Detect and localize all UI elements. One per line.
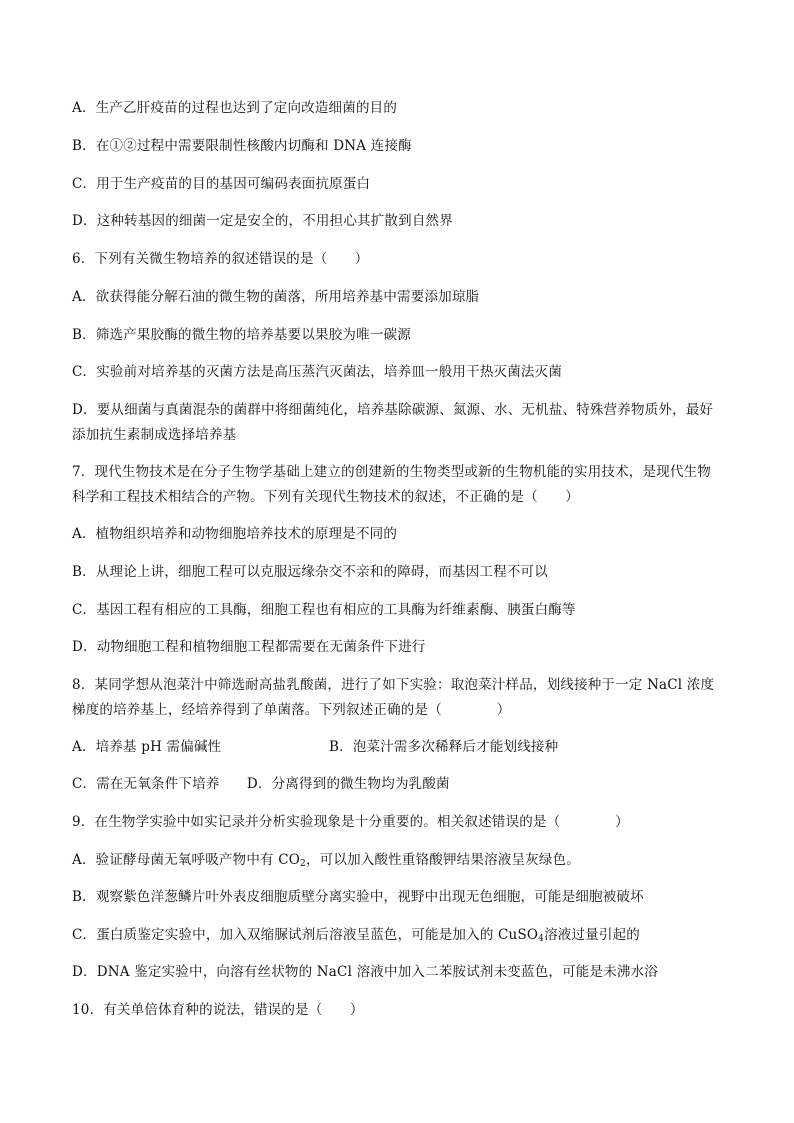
option-line xyxy=(72,925,640,949)
question-8-stem-continued: 梯度的培养基上，经培养得到了单菌落。下列叙述正确的是（ ） xyxy=(72,702,511,718)
option-b: B．泡菜汁需多次稀释后才能划线接种 xyxy=(329,739,559,755)
option-line-continued: 添加抗生素制成选择培养基 xyxy=(72,427,237,443)
option-line: A．欲获得能分解石油的微生物的菌落，所用培养基中需要添加琼脂 xyxy=(72,289,480,305)
option-row: C．需在无氧条件下培养 D．分离得到的微生物均为乳酸菌 xyxy=(72,776,450,792)
question-9-stem: 9．在生物学实验中如实记录并分析实验现象是十分重要的。相关叙述错误的是（ ） xyxy=(72,814,629,830)
question-7-stem-continued: 科学和工程技术相结合的产物。下列有关现代生物技术的叙述，不正确的是（ ） xyxy=(72,489,579,505)
option-line: D．DNA 鉴定实验中，向溶有丝状物的 NaCl 溶液中加入二苯胺试剂未变蓝色，可能是未沸水浴 xyxy=(72,964,658,980)
option-line: C．用于生产疫苗的目的基因可编码表面抗原蛋白 xyxy=(72,176,371,192)
option-line: A．植物组织培养和动物细胞培养技术的原理是不同的 xyxy=(72,526,398,542)
option-line: B．观察紫色洋葱鳞片叶外表皮细胞质壁分离实验中，视野中出现无色细胞，可能是细胞被破坏 xyxy=(72,889,644,905)
option-line: A．生产乙肝疫苗的过程也达到了定向改造细菌的目的 xyxy=(72,100,398,116)
question-8-stem: 8．某同学想从泡菜汁中筛选耐高盐乳酸菌，进行了如下实验：取泡菜汁样品，划线接种于一定 NaCl 浓度 xyxy=(72,677,715,693)
subscript: 4 xyxy=(538,934,545,944)
subscript: 2 xyxy=(300,859,306,869)
option-line: B．从理论上讲，细胞工程可以克服远缘杂交不亲和的障碍，而基因工程不可以 xyxy=(72,564,548,580)
option-row xyxy=(72,737,732,757)
option-line: B．在①②过程中需要限制性核酸内切酶和 DNA 连接酶 xyxy=(72,138,412,154)
question-7-stem: 7．现代生物技术是在分子生物学基础上建立的创建新的生物类型或新的生物机能的实用技术，是现代生物 xyxy=(72,464,711,480)
option-line xyxy=(72,850,580,874)
option-line: D．动物细胞工程和植物细胞工程都需要在无菌条件下进行 xyxy=(72,639,426,655)
option-line: D．要从细菌与真菌混杂的菌群中将细菌纯化，培养基除碳源、氮源、水、无机盐、特殊营养物质外，最好 xyxy=(72,402,714,418)
option-text: ，可以加入酸性重铬酸钾结果溶液呈灰绿色。 xyxy=(305,852,580,868)
option-text: 溶液过量引起的 xyxy=(544,927,641,943)
option-line: B．筛选产果胶酶的微生物的培养基要以果胶为唯一碳源 xyxy=(72,327,411,343)
option-a: A．培养基 pH 需偏碱性 xyxy=(72,739,222,755)
option-line: C．实验前对培养基的灭菌方法是高压蒸汽灭菌法，培养皿一般用干热灭菌法灭菌 xyxy=(72,364,563,380)
option-line: C．基因工程有相应的工具酶，细胞工程也有相应的工具酶为纤维素酶、胰蛋白酶等 xyxy=(72,602,576,618)
option-text: A．验证酵母菌无氧呼吸产物中有 CO xyxy=(72,852,301,868)
option-text: C．蛋白质鉴定实验中，加入双缩脲试剂后溶液呈蓝色，可能是加入的 CuSO xyxy=(72,927,539,943)
option-line: D．这种转基因的细菌一定是安全的，不用担心其扩散到自然界 xyxy=(72,213,453,229)
question-6-stem: 6．下列有关微生物培养的叙述错误的是（ ） xyxy=(72,251,369,267)
question-10-stem: 10．有关单倍体育种的说法，错误的是（ ） xyxy=(72,1002,364,1018)
